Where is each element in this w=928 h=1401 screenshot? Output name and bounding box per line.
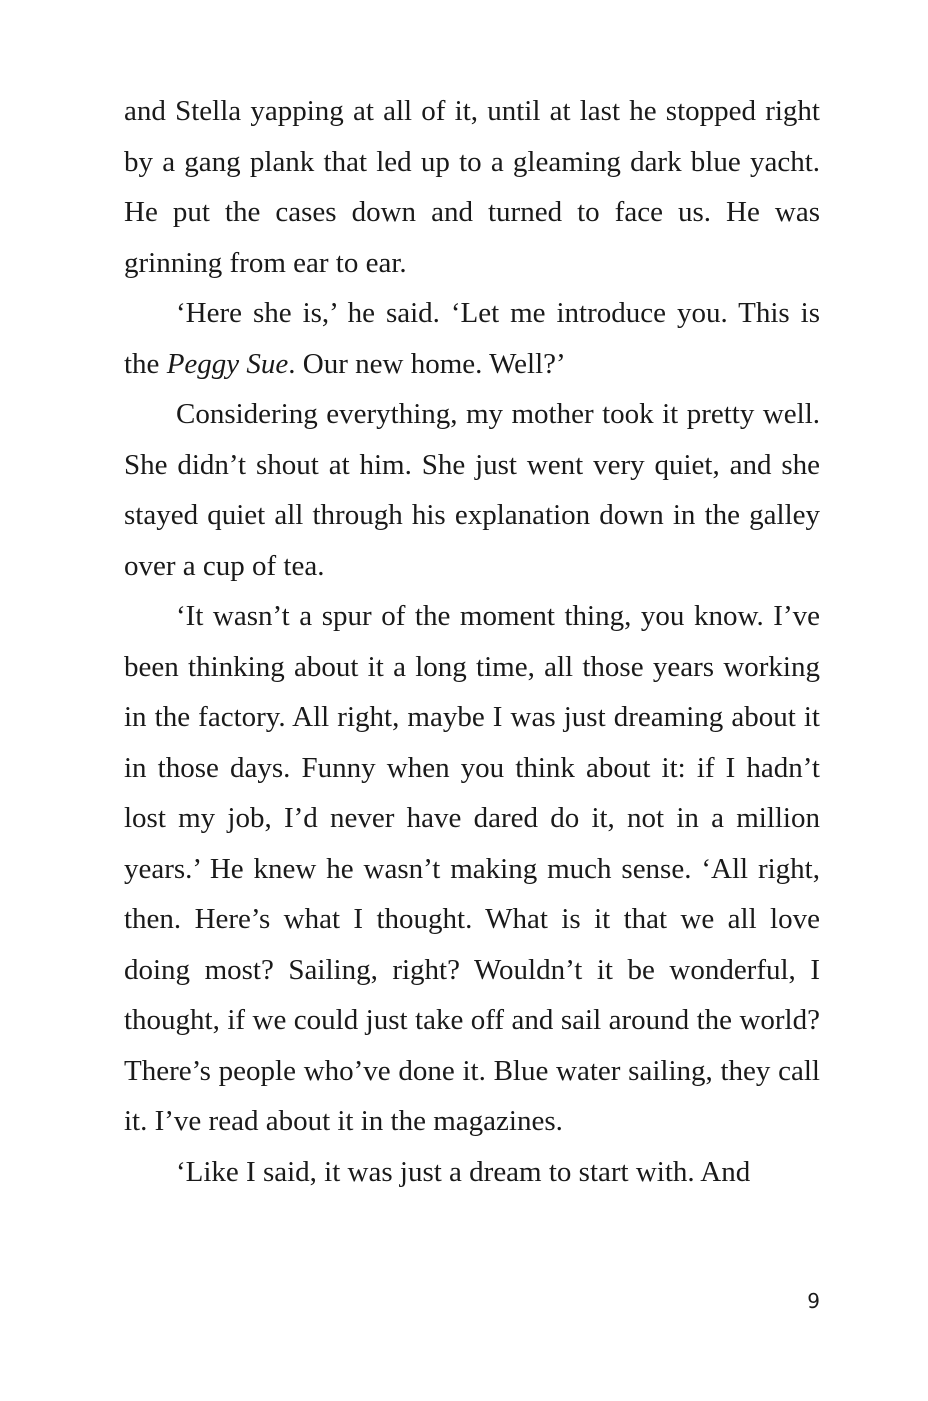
page-number: 9 — [807, 1289, 820, 1313]
page-body — [124, 86, 820, 1197]
boat-name-italic: Peggy Sue — [166, 347, 289, 380]
paragraph-2 — [124, 288, 820, 389]
paragraph-3: Considering everything, my mother took it pretty well. She didn’t shout at him. She just went very quiet, and she stayed quiet all through his explanation down in the galley over a cup of tea. — [124, 398, 820, 582]
paragraph-4: ‘It wasn’t a spur of the moment thing, you know. I’ve been thinking about it a long time, all those years working in the factory. All right, maybe I was just dreaming about it in those days. Funny when you think about it: if I hadn’t lost my job, I’d never have dared do it, not in a million years.’ He knew he wasn’t making much sense. ‘All right, then. Here’s what I thought. What is it that we all love doing most? Sailing, right? Wouldn’t it be wonderful, I thought, if we could just take off and sail around the world? There’s people who’ve done it. Blue water sailing, they call it. I’ve read about it in the magazines. — [124, 600, 820, 1137]
paragraph-1: and Stella yapping at all of it, until at last he stopped right by a gang plank that led up to a gleaming dark blue yacht. He put the cases down and turned to face us. He was grinning from ear to ear. — [124, 95, 820, 279]
paragraph-5: ‘Like I said, it was just a dream to start with. And — [176, 1155, 751, 1188]
paragraph-2-text-start: ‘Here she is,’ he said. ‘Let me introduce you. This is the — [124, 297, 820, 380]
paragraph-2-text-end: . Our new home. Well?’ — [288, 347, 566, 380]
